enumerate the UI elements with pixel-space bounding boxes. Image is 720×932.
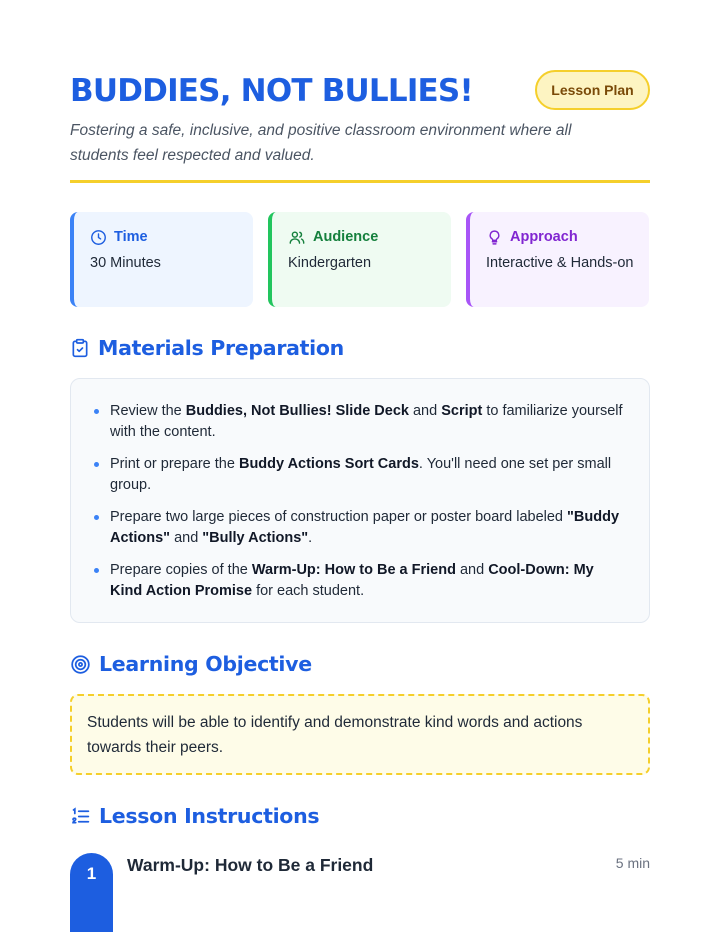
step-title: Warm-Up: How to Be a Friend [127, 855, 374, 875]
objective-box: Students will be able to identify and demonstrate kind words and actions towards their peers. [70, 694, 650, 775]
objective-heading-text: Learning Objective [99, 652, 312, 676]
audience-value: Kindergarten [288, 255, 372, 271]
time-card [70, 212, 253, 307]
time-label: Time [114, 229, 148, 245]
instructions-heading [70, 804, 319, 828]
time-value: 30 Minutes [90, 255, 161, 271]
list-item: Review the Buddies, Not Bullies! Slide Deck and Script to familiarize yourself with the content. [93, 401, 627, 443]
lesson-plan-badge: Lesson Plan [535, 70, 650, 110]
step-number-badge: 1 [70, 853, 113, 932]
lightbulb-icon [486, 229, 503, 246]
list-item: Prepare copies of the Warm-Up: How to Be a Friend and Cool-Down: My Kind Action Promise for each student. [93, 560, 627, 602]
list-item: Print or prepare the Buddy Actions Sort Cards. You'll need one set per small group. [93, 454, 627, 496]
materials-heading [70, 336, 344, 360]
materials-heading-text: Materials Preparation [98, 336, 344, 360]
clock-icon [90, 229, 107, 246]
header-divider [70, 180, 650, 183]
audience-label: Audience [313, 229, 379, 245]
approach-value: Interactive & Hands-on [486, 255, 634, 271]
objective-heading [70, 652, 312, 676]
users-icon [288, 229, 306, 246]
approach-card [466, 212, 649, 307]
audience-card [268, 212, 451, 307]
page-subtitle: Fostering a safe, inclusive, and positive classroom environment where all students feel respected and valued. [70, 122, 572, 164]
step-duration: 5 min [615, 855, 650, 871]
approach-label: Approach [510, 229, 578, 245]
numbered-list-icon [70, 806, 91, 827]
page-title: BUDDIES, NOT BULLIES! [70, 73, 473, 109]
clipboard-check-icon [70, 337, 90, 359]
info-cards [70, 212, 650, 307]
list-item: Prepare two large pieces of construction paper or poster board labeled "Buddy Actions" and "Bully Actions". [93, 507, 627, 549]
instructions-heading-text: Lesson Instructions [99, 804, 320, 828]
materials-list [93, 401, 627, 602]
materials-box [70, 378, 650, 623]
target-icon [70, 654, 91, 675]
